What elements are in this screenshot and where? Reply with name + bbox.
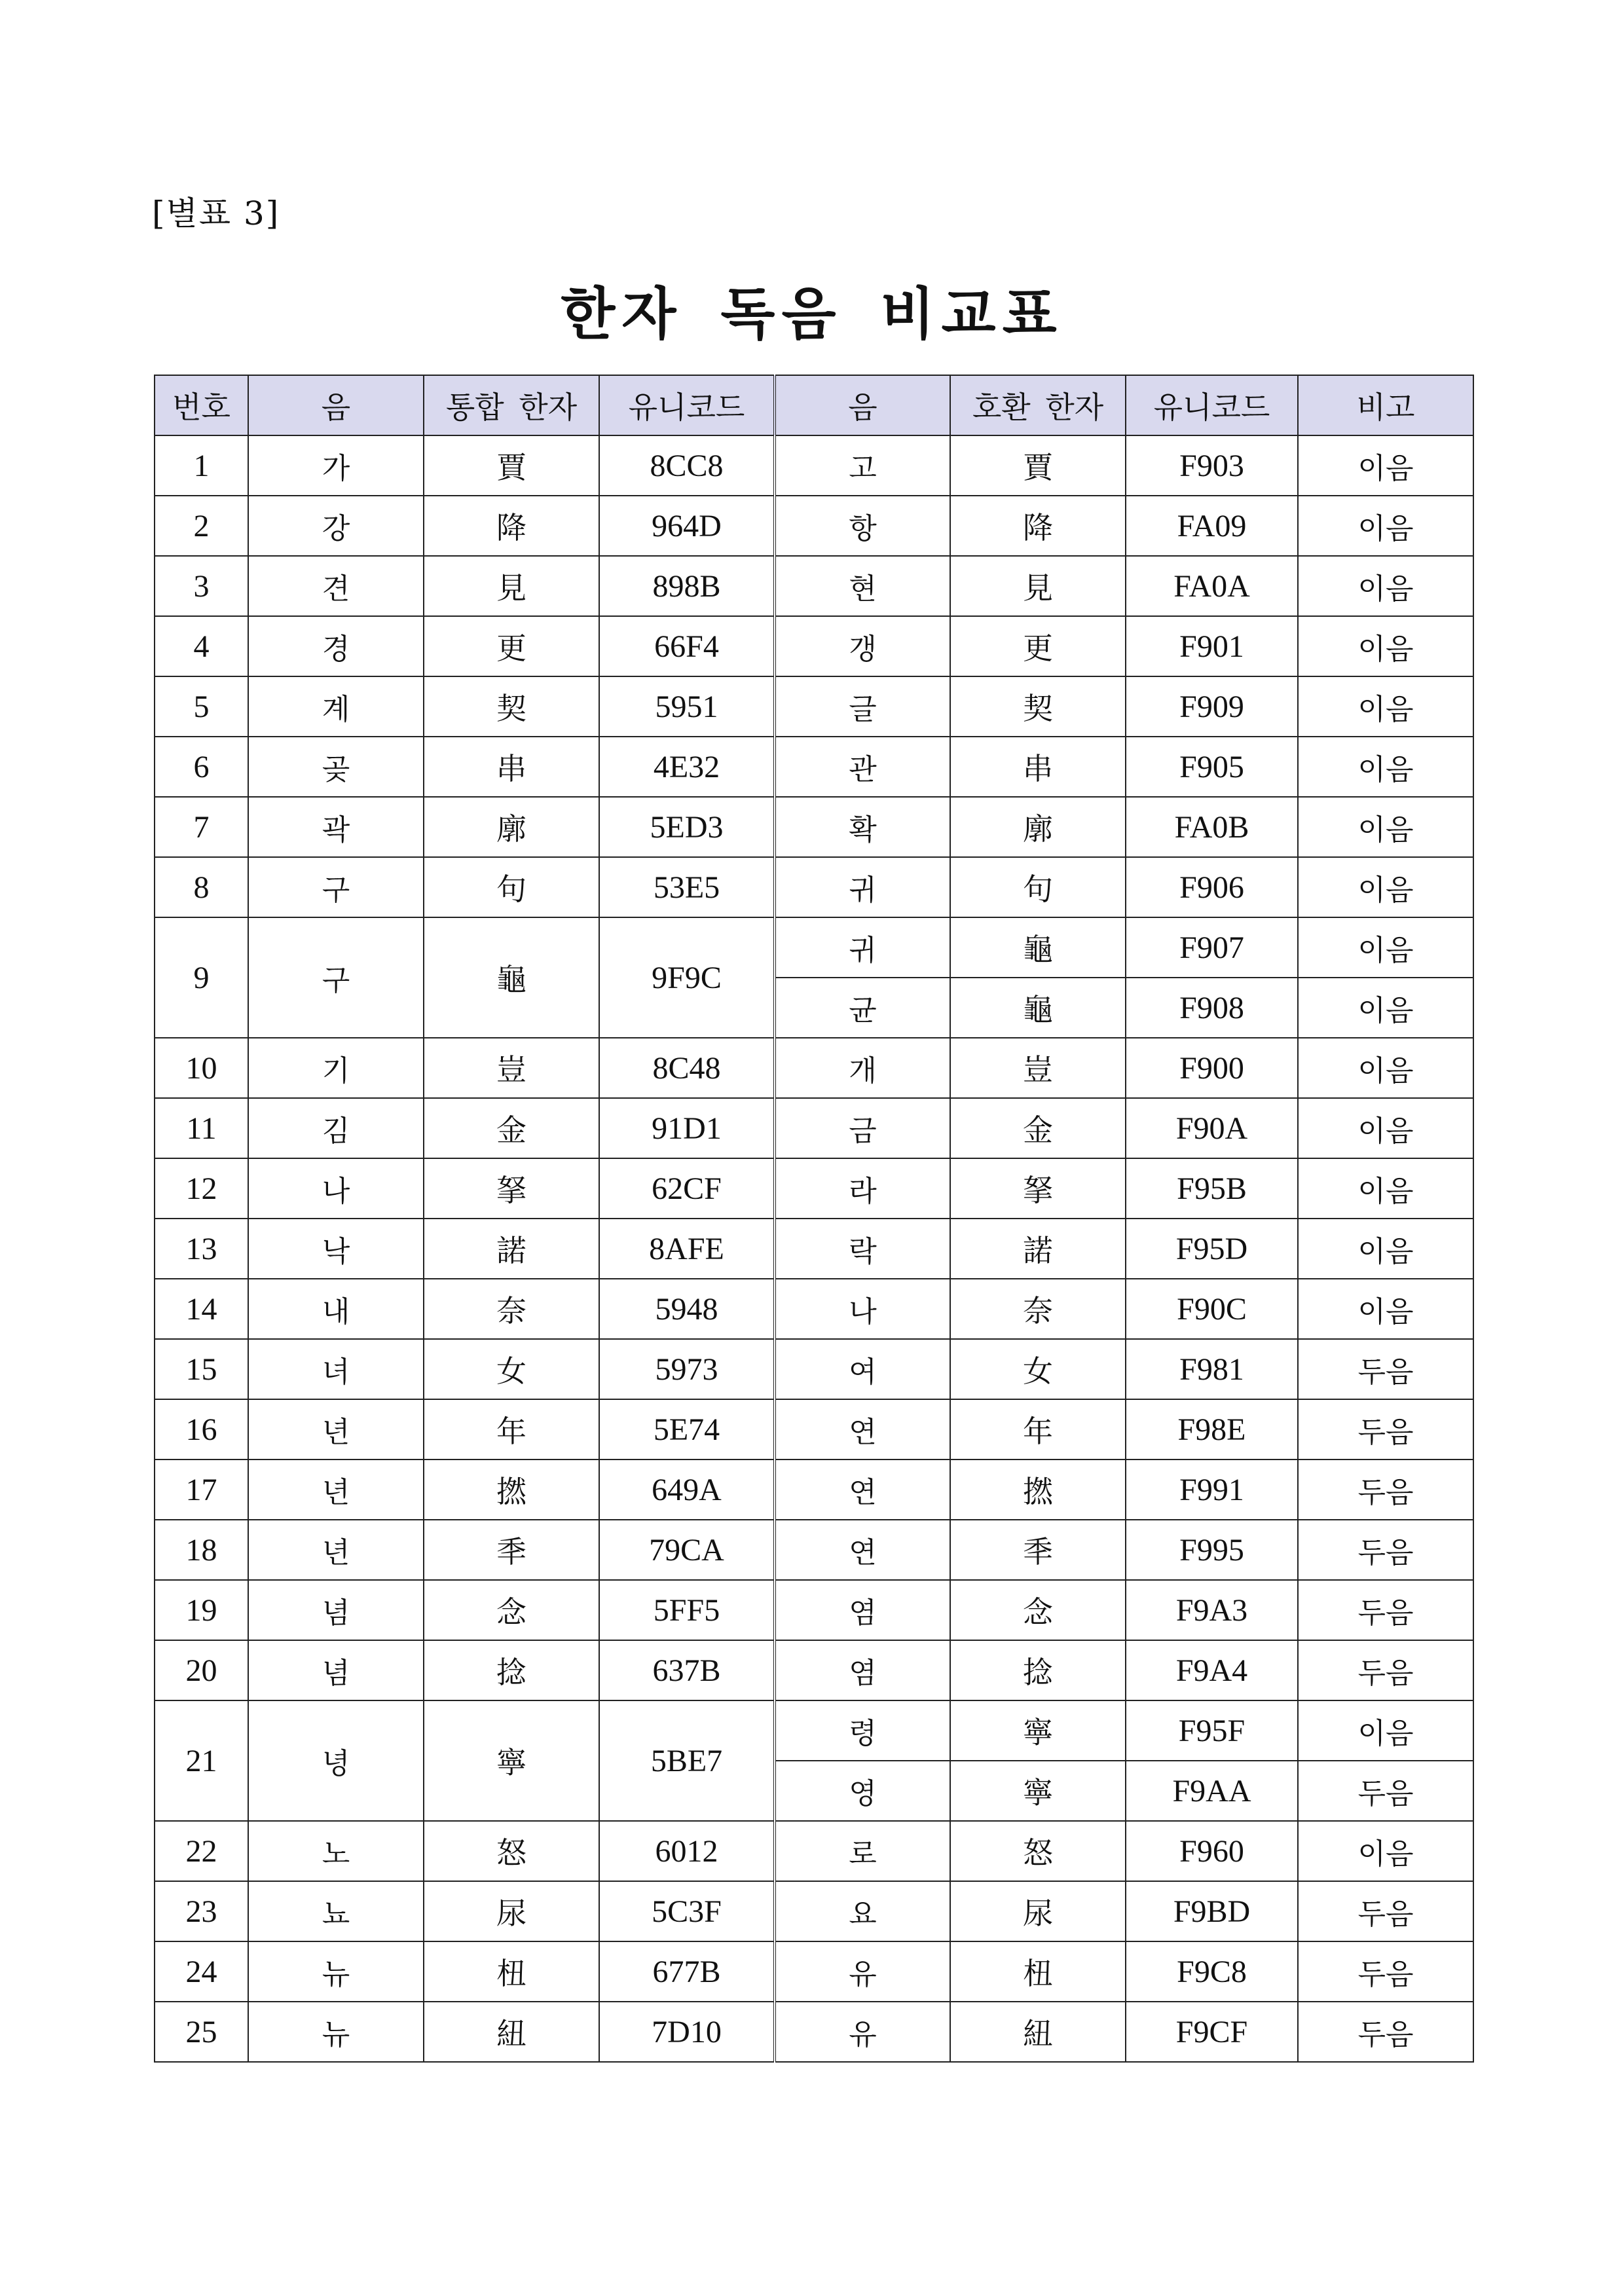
row-number: 24 xyxy=(155,1941,248,2002)
unified-reading: 년 xyxy=(248,1399,424,1460)
unified-hanja: 金 xyxy=(424,1098,599,1158)
unified-hanja: 念 xyxy=(424,1580,599,1640)
table-row xyxy=(155,1520,1473,1580)
compat-hanja: 捻 xyxy=(950,1640,1126,1700)
row-number: 6 xyxy=(155,737,248,797)
note: 이음 xyxy=(1298,1279,1473,1339)
row-number: 18 xyxy=(155,1520,248,1580)
unified-code: 79CA xyxy=(599,1520,775,1580)
compat-reading: 연 xyxy=(775,1399,950,1460)
note: 이음 xyxy=(1298,1038,1473,1098)
unified-code: 8CC8 xyxy=(599,435,775,496)
header-no: 번호 xyxy=(155,375,248,435)
compat-reading: 갱 xyxy=(775,616,950,676)
compat-code: F9A4 xyxy=(1126,1640,1298,1700)
unified-reading: 곽 xyxy=(248,797,424,857)
unified-reading: 뉴 xyxy=(248,1941,424,2002)
unified-reading: 곶 xyxy=(248,737,424,797)
unified-code: 677B xyxy=(599,1941,775,2002)
row-number: 14 xyxy=(155,1279,248,1339)
compat-hanja: 杻 xyxy=(950,1941,1126,2002)
unified-code: 8AFE xyxy=(599,1219,775,1279)
compat-code: F9A3 xyxy=(1126,1580,1298,1640)
table-row xyxy=(155,1941,1473,2002)
unified-reading: 강 xyxy=(248,496,424,556)
compat-code: FA09 xyxy=(1126,496,1298,556)
table-row xyxy=(155,917,1473,978)
compat-reading: 로 xyxy=(775,1821,950,1881)
unified-code: 5FF5 xyxy=(599,1580,775,1640)
compat-code: F995 xyxy=(1126,1520,1298,1580)
table-row xyxy=(155,797,1473,857)
note: 이음 xyxy=(1298,1821,1473,1881)
compat-reading: 요 xyxy=(775,1881,950,1941)
compat-hanja: 年 xyxy=(950,1399,1126,1460)
unified-reading: 뇨 xyxy=(248,1881,424,1941)
unified-code: 66F4 xyxy=(599,616,775,676)
row-number: 7 xyxy=(155,797,248,857)
unified-code: 53E5 xyxy=(599,857,775,917)
compat-hanja: 降 xyxy=(950,496,1126,556)
row-number: 12 xyxy=(155,1158,248,1219)
note: 이음 xyxy=(1298,917,1473,978)
unified-code: 5BE7 xyxy=(599,1700,775,1821)
compat-reading: 령 xyxy=(775,1700,950,1761)
note: 두음 xyxy=(1298,1339,1473,1399)
row-number: 19 xyxy=(155,1580,248,1640)
unified-code: 5951 xyxy=(599,676,775,737)
compat-reading: 확 xyxy=(775,797,950,857)
compat-code: FA0A xyxy=(1126,556,1298,616)
table-row xyxy=(155,1098,1473,1158)
unified-code: 6012 xyxy=(599,1821,775,1881)
table-body xyxy=(155,435,1473,2062)
compat-reading: 나 xyxy=(775,1279,950,1339)
table-row xyxy=(155,1158,1473,1219)
header-note: 비고 xyxy=(1298,375,1473,435)
compat-reading: 글 xyxy=(775,676,950,737)
unified-code: 8C48 xyxy=(599,1038,775,1098)
row-number: 23 xyxy=(155,1881,248,1941)
note: 두음 xyxy=(1298,1520,1473,1580)
table-row xyxy=(155,1399,1473,1460)
note: 두음 xyxy=(1298,1399,1473,1460)
unified-reading: 년 xyxy=(248,1460,424,1520)
compat-hanja: 怒 xyxy=(950,1821,1126,1881)
compat-hanja: 秊 xyxy=(950,1520,1126,1580)
unified-hanja: 見 xyxy=(424,556,599,616)
compat-code: F9C8 xyxy=(1126,1941,1298,2002)
unified-hanja: 秊 xyxy=(424,1520,599,1580)
unified-hanja: 賈 xyxy=(424,435,599,496)
table-row xyxy=(155,1038,1473,1098)
compat-reading: 영 xyxy=(775,1761,950,1821)
compat-code: F907 xyxy=(1126,917,1298,978)
compat-hanja: 撚 xyxy=(950,1460,1126,1520)
table-row xyxy=(155,1279,1473,1339)
compat-hanja: 龜 xyxy=(950,917,1126,978)
compat-reading: 락 xyxy=(775,1219,950,1279)
unified-reading: 념 xyxy=(248,1640,424,1700)
note: 이음 xyxy=(1298,616,1473,676)
row-number: 21 xyxy=(155,1700,248,1821)
unified-reading: 년 xyxy=(248,1520,424,1580)
compat-reading: 금 xyxy=(775,1098,950,1158)
row-number: 3 xyxy=(155,556,248,616)
unified-reading: 념 xyxy=(248,1580,424,1640)
note: 두음 xyxy=(1298,1580,1473,1640)
compat-reading: 항 xyxy=(775,496,950,556)
compat-code: F9AA xyxy=(1126,1761,1298,1821)
compat-hanja: 見 xyxy=(950,556,1126,616)
row-number: 22 xyxy=(155,1821,248,1881)
row-number: 16 xyxy=(155,1399,248,1460)
unified-code: 7D10 xyxy=(599,2002,775,2062)
compat-reading: 연 xyxy=(775,1460,950,1520)
row-number: 11 xyxy=(155,1098,248,1158)
row-number: 5 xyxy=(155,676,248,737)
row-number: 13 xyxy=(155,1219,248,1279)
row-number: 20 xyxy=(155,1640,248,1700)
unified-hanja: 豈 xyxy=(424,1038,599,1098)
unified-reading: 가 xyxy=(248,435,424,496)
table-row xyxy=(155,1460,1473,1520)
row-number: 9 xyxy=(155,917,248,1038)
unified-code: 5948 xyxy=(599,1279,775,1339)
compat-code: FA0B xyxy=(1126,797,1298,857)
unified-code: 5E74 xyxy=(599,1399,775,1460)
unified-code: 9F9C xyxy=(599,917,775,1038)
compat-hanja: 女 xyxy=(950,1339,1126,1399)
header-compat-hanja: 호환 한자 xyxy=(950,375,1126,435)
compat-reading: 염 xyxy=(775,1640,950,1700)
unified-hanja: 更 xyxy=(424,616,599,676)
document-title: 한자 독음 비교표 xyxy=(561,282,1063,347)
unified-code: 5C3F xyxy=(599,1881,775,1941)
unified-hanja: 寧 xyxy=(424,1700,599,1821)
unified-reading: 기 xyxy=(248,1038,424,1098)
compat-hanja: 更 xyxy=(950,616,1126,676)
compat-hanja: 尿 xyxy=(950,1881,1126,1941)
note: 두음 xyxy=(1298,2002,1473,2062)
compat-reading: 개 xyxy=(775,1038,950,1098)
compat-reading: 염 xyxy=(775,1580,950,1640)
table-row xyxy=(155,737,1473,797)
compat-code: F900 xyxy=(1126,1038,1298,1098)
compat-hanja: 廓 xyxy=(950,797,1126,857)
header-reading: 음 xyxy=(248,375,424,435)
unified-reading: 녀 xyxy=(248,1339,424,1399)
table-row xyxy=(155,1339,1473,1399)
table-row xyxy=(155,1640,1473,1700)
unified-hanja: 拏 xyxy=(424,1158,599,1219)
unified-hanja: 紐 xyxy=(424,2002,599,2062)
compat-hanja: 諾 xyxy=(950,1219,1126,1279)
note: 두음 xyxy=(1298,1460,1473,1520)
table-row xyxy=(155,1881,1473,1941)
row-number: 8 xyxy=(155,857,248,917)
compat-hanja: 豈 xyxy=(950,1038,1126,1098)
unified-code: 62CF xyxy=(599,1158,775,1219)
table-row xyxy=(155,435,1473,496)
unified-code: 637B xyxy=(599,1640,775,1700)
row-number: 10 xyxy=(155,1038,248,1098)
note: 이음 xyxy=(1298,1158,1473,1219)
unified-reading: 녕 xyxy=(248,1700,424,1821)
row-number: 4 xyxy=(155,616,248,676)
note: 이음 xyxy=(1298,737,1473,797)
unified-hanja: 廓 xyxy=(424,797,599,857)
unified-hanja: 女 xyxy=(424,1339,599,1399)
compat-code: F905 xyxy=(1126,737,1298,797)
compat-hanja: 念 xyxy=(950,1580,1126,1640)
unified-reading: 계 xyxy=(248,676,424,737)
unified-code: 649A xyxy=(599,1460,775,1520)
header-unified-hanja: 통합 한자 xyxy=(424,375,599,435)
row-number: 1 xyxy=(155,435,248,496)
unified-hanja: 句 xyxy=(424,857,599,917)
compat-reading: 관 xyxy=(775,737,950,797)
compat-reading: 여 xyxy=(775,1339,950,1399)
compat-code: F95B xyxy=(1126,1158,1298,1219)
unified-code: 964D xyxy=(599,496,775,556)
table-row xyxy=(155,2002,1473,2062)
compat-code: F903 xyxy=(1126,435,1298,496)
note: 이음 xyxy=(1298,857,1473,917)
compat-hanja: 串 xyxy=(950,737,1126,797)
compat-hanja: 奈 xyxy=(950,1279,1126,1339)
note: 이음 xyxy=(1298,676,1473,737)
note: 이음 xyxy=(1298,1098,1473,1158)
compat-code: F95F xyxy=(1126,1700,1298,1761)
unified-code: 91D1 xyxy=(599,1098,775,1158)
unified-reading: 견 xyxy=(248,556,424,616)
compat-code: F98E xyxy=(1126,1399,1298,1460)
unified-code: 5973 xyxy=(599,1339,775,1399)
compat-reading: 고 xyxy=(775,435,950,496)
compat-code: F908 xyxy=(1126,978,1298,1038)
header-compat-reading: 음 xyxy=(775,375,950,435)
compat-code: F906 xyxy=(1126,857,1298,917)
table-row xyxy=(155,616,1473,676)
unified-reading: 뉴 xyxy=(248,2002,424,2062)
unified-hanja: 杻 xyxy=(424,1941,599,2002)
note: 두음 xyxy=(1298,1941,1473,2002)
annex-label: [별표 3] xyxy=(152,194,280,232)
unified-code: 5ED3 xyxy=(599,797,775,857)
table-row xyxy=(155,676,1473,737)
unified-code: 4E32 xyxy=(599,737,775,797)
header-unified-code: 유니코드 xyxy=(599,375,775,435)
compat-code: F981 xyxy=(1126,1339,1298,1399)
compat-hanja: 紐 xyxy=(950,2002,1126,2062)
compat-reading: 귀 xyxy=(775,917,950,978)
unified-reading: 경 xyxy=(248,616,424,676)
compat-hanja: 龜 xyxy=(950,978,1126,1038)
unified-hanja: 串 xyxy=(424,737,599,797)
compat-code: F90C xyxy=(1126,1279,1298,1339)
unified-reading: 김 xyxy=(248,1098,424,1158)
note: 이음 xyxy=(1298,435,1473,496)
header-compat-code: 유니코드 xyxy=(1126,375,1298,435)
unified-reading: 낙 xyxy=(248,1219,424,1279)
compat-reading: 균 xyxy=(775,978,950,1038)
compat-hanja: 句 xyxy=(950,857,1126,917)
unified-reading: 내 xyxy=(248,1279,424,1339)
note: 이음 xyxy=(1298,496,1473,556)
compat-code: F95D xyxy=(1126,1219,1298,1279)
unified-hanja: 尿 xyxy=(424,1881,599,1941)
row-number: 17 xyxy=(155,1460,248,1520)
unified-hanja: 撚 xyxy=(424,1460,599,1520)
compat-reading: 유 xyxy=(775,2002,950,2062)
compat-code: F9CF xyxy=(1126,2002,1298,2062)
unified-hanja: 奈 xyxy=(424,1279,599,1339)
table-row xyxy=(155,857,1473,917)
compat-reading: 현 xyxy=(775,556,950,616)
unified-reading: 구 xyxy=(248,857,424,917)
unified-reading: 나 xyxy=(248,1158,424,1219)
unified-reading: 구 xyxy=(248,917,424,1038)
compat-code: F991 xyxy=(1126,1460,1298,1520)
note: 두음 xyxy=(1298,1881,1473,1941)
compat-hanja: 寧 xyxy=(950,1700,1126,1761)
compat-code: F901 xyxy=(1126,616,1298,676)
note: 두음 xyxy=(1298,1640,1473,1700)
compat-code: F9BD xyxy=(1126,1881,1298,1941)
row-number: 25 xyxy=(155,2002,248,2062)
table-row xyxy=(155,496,1473,556)
unified-hanja: 怒 xyxy=(424,1821,599,1881)
unified-reading: 노 xyxy=(248,1821,424,1881)
compat-hanja: 寧 xyxy=(950,1761,1126,1821)
table-row xyxy=(155,1219,1473,1279)
unified-hanja: 降 xyxy=(424,496,599,556)
note: 이음 xyxy=(1298,1700,1473,1761)
table-row xyxy=(155,1580,1473,1640)
table-row xyxy=(155,556,1473,616)
table-header-row xyxy=(155,375,1473,435)
compat-reading: 유 xyxy=(775,1941,950,2002)
hanja-comparison-table xyxy=(154,375,1474,2063)
note: 이음 xyxy=(1298,556,1473,616)
compat-code: F90A xyxy=(1126,1098,1298,1158)
table-row xyxy=(155,1700,1473,1761)
compat-code: F909 xyxy=(1126,676,1298,737)
row-number: 15 xyxy=(155,1339,248,1399)
note: 이음 xyxy=(1298,797,1473,857)
row-number: 2 xyxy=(155,496,248,556)
unified-hanja: 龜 xyxy=(424,917,599,1038)
compat-reading: 귀 xyxy=(775,857,950,917)
unified-hanja: 年 xyxy=(424,1399,599,1460)
compat-reading: 연 xyxy=(775,1520,950,1580)
unified-hanja: 捻 xyxy=(424,1640,599,1700)
compat-hanja: 契 xyxy=(950,676,1126,737)
note: 두음 xyxy=(1298,1761,1473,1821)
table-row xyxy=(155,1821,1473,1881)
unified-hanja: 諾 xyxy=(424,1219,599,1279)
unified-code: 898B xyxy=(599,556,775,616)
note: 이음 xyxy=(1298,1219,1473,1279)
compat-hanja: 拏 xyxy=(950,1158,1126,1219)
compat-hanja: 金 xyxy=(950,1098,1126,1158)
unified-hanja: 契 xyxy=(424,676,599,737)
compat-reading: 라 xyxy=(775,1158,950,1219)
compat-code: F960 xyxy=(1126,1821,1298,1881)
compat-hanja: 賈 xyxy=(950,435,1126,496)
note: 이음 xyxy=(1298,978,1473,1038)
